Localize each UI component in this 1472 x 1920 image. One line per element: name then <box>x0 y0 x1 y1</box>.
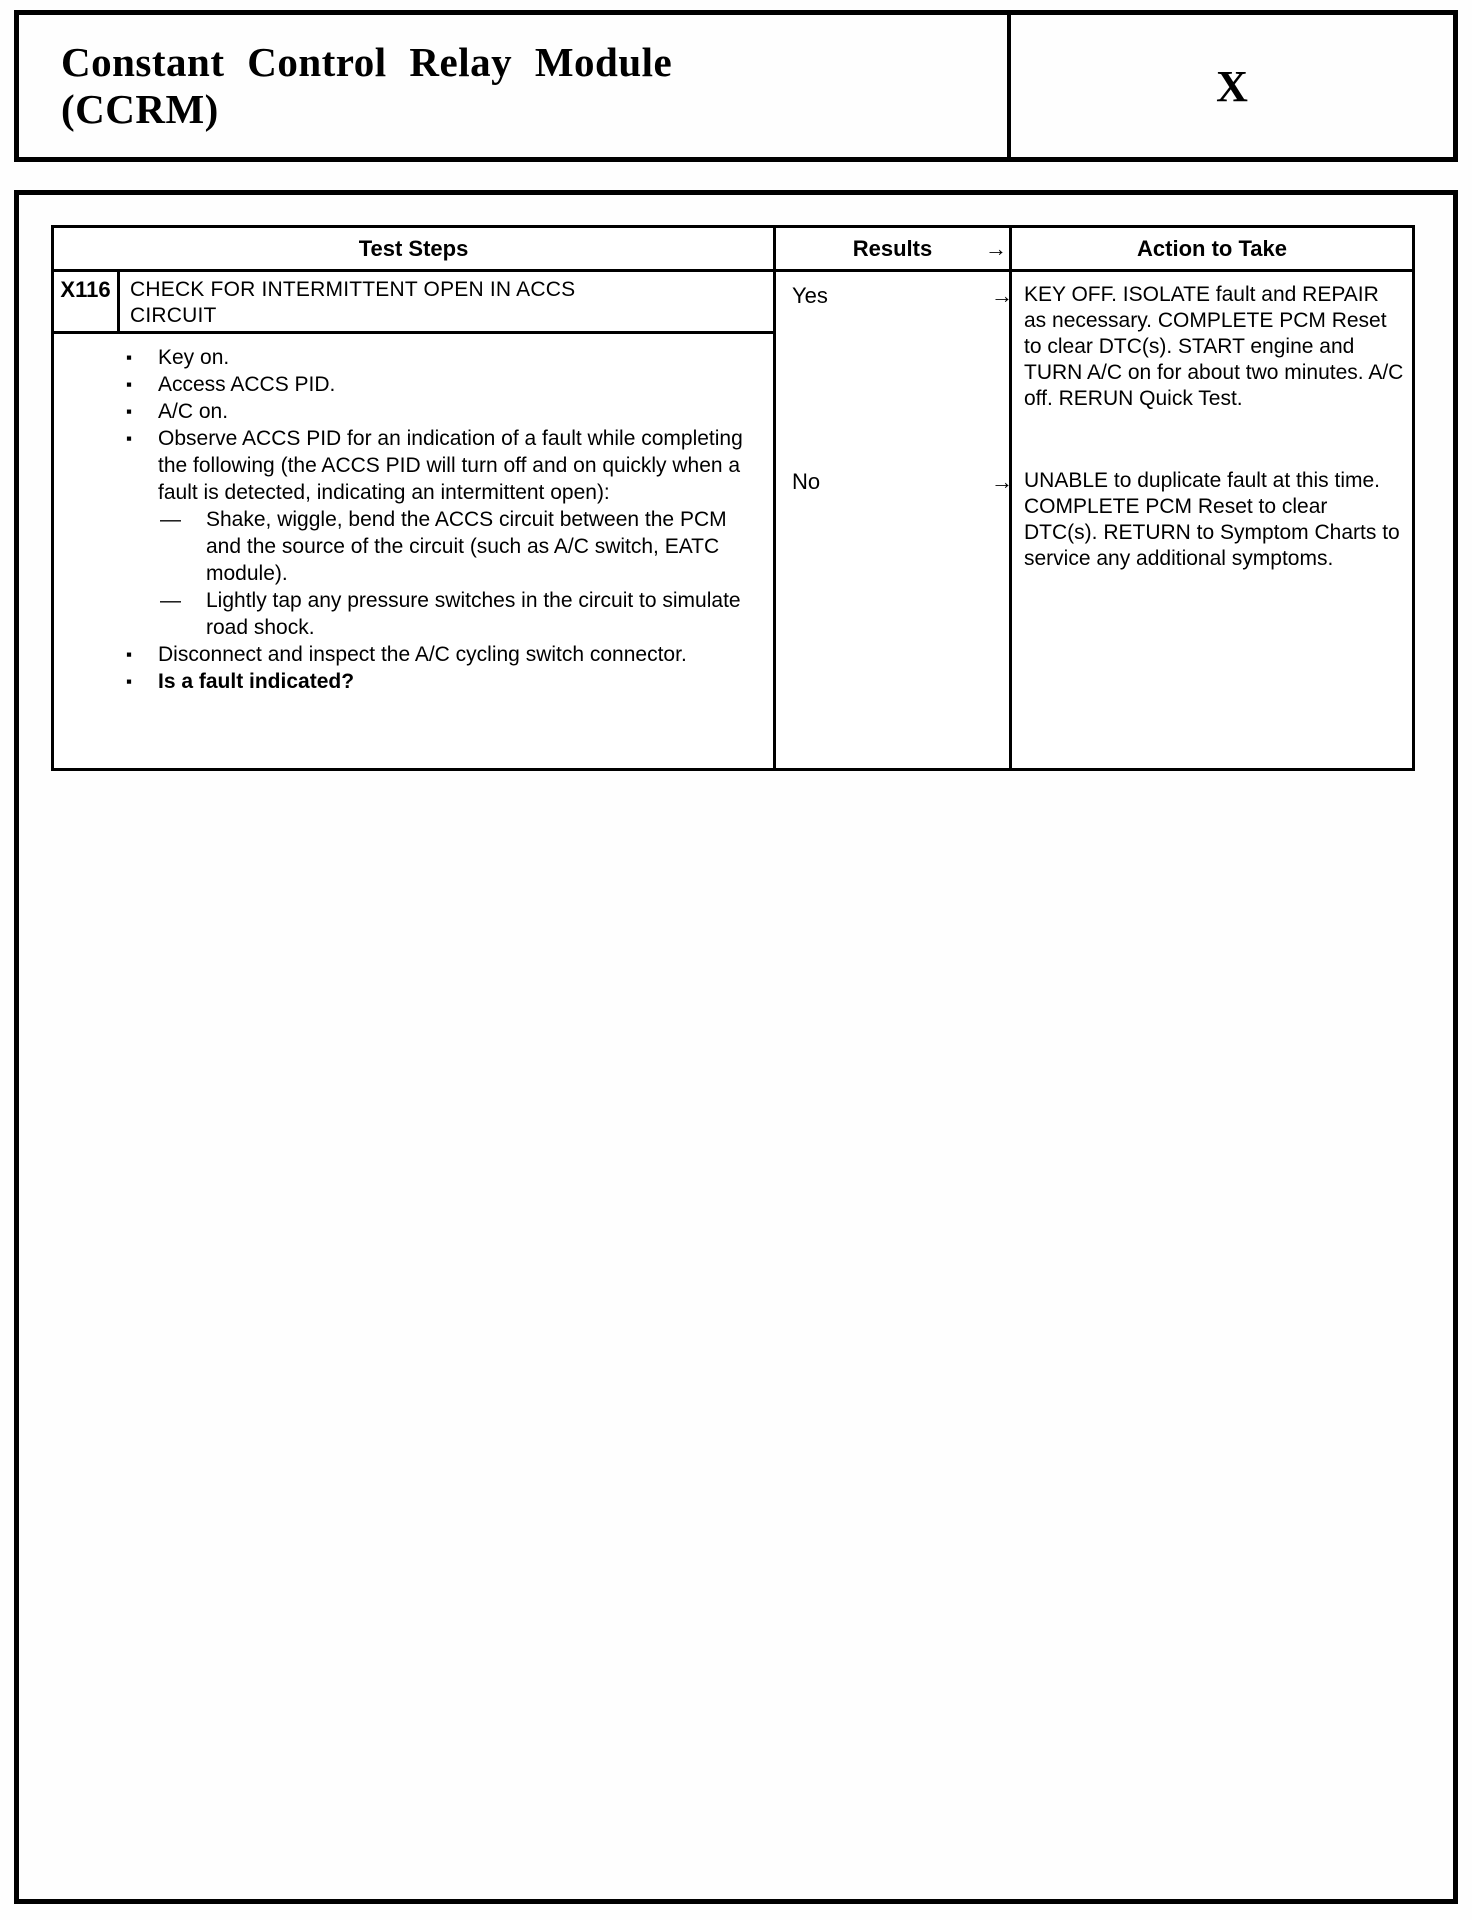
test-step-text: Shake, wiggle, bend the ACCS circuit between the PCM and the source of the circuit (such as A/C switch, EATC module). <box>206 508 727 585</box>
bullet-icon: ▪ <box>126 429 133 448</box>
test-step-subitem <box>160 587 765 641</box>
dash-icon: — <box>160 589 181 612</box>
test-step-text: Is a fault indicated? <box>158 670 355 693</box>
bullet-icon: ▪ <box>126 402 133 421</box>
test-step-item <box>124 425 765 506</box>
step-title <box>120 272 773 331</box>
arrow-right-icon: → <box>991 469 1013 494</box>
test-steps-header: Test Steps <box>54 228 773 272</box>
step-title-row <box>54 272 773 334</box>
content-box <box>14 190 1458 1904</box>
test-step-text: A/C on. <box>158 400 229 423</box>
bullet-icon: ▪ <box>126 375 133 394</box>
result-yes-label: Yes <box>792 283 828 308</box>
test-steps-list <box>54 334 773 695</box>
test-step-text: Access ACCS PID. <box>158 373 336 396</box>
section-code: X <box>1216 61 1248 111</box>
page-title-line1: Constant Control Relay Module <box>61 39 673 85</box>
bullet-icon: ▪ <box>126 672 133 691</box>
action-column <box>1012 228 1412 768</box>
test-steps-column <box>54 228 776 768</box>
dash-icon: — <box>160 508 181 531</box>
step-title-line1: CHECK FOR INTERMITTENT OPEN IN ACCS <box>130 278 576 301</box>
test-step-item <box>124 641 765 668</box>
result-yes <box>776 282 1013 309</box>
document-header <box>14 10 1458 162</box>
pinpoint-test-table <box>51 225 1415 771</box>
action-body <box>1012 272 1412 706</box>
result-no-label: No <box>792 469 821 494</box>
arrow-right-icon: → <box>991 283 1013 308</box>
test-step-question <box>124 668 765 695</box>
bullet-icon: ▪ <box>126 348 133 367</box>
results-column <box>776 228 1012 768</box>
results-header <box>776 228 1009 272</box>
step-title-line2: CIRCUIT <box>130 304 217 327</box>
test-step-item <box>124 398 765 425</box>
arrow-right-icon: → <box>985 236 1007 261</box>
test-steps-body <box>54 334 773 768</box>
test-step-text: Key on. <box>158 346 230 369</box>
action-yes-text: KEY OFF. ISOLATE fault and REPAIR as necessary. COMPLETE PCM Reset to clear DTC(s). START engine and TURN A/C on for about two minutes. A/C off. RERUN Quick Test. <box>1024 283 1404 410</box>
page-title <box>61 39 987 133</box>
bullet-icon: ▪ <box>126 645 133 664</box>
test-step-text: Lightly tap any pressure switches in the circuit to simulate road shock. <box>206 589 741 639</box>
results-body <box>776 272 1013 706</box>
result-no <box>776 468 1013 495</box>
test-step-text: Disconnect and inspect the A/C cycling switch connector. <box>158 643 687 666</box>
page-title-line2: (CCRM) <box>61 86 219 132</box>
section-code-cell <box>1007 15 1453 157</box>
results-header-label: Results <box>852 235 933 261</box>
action-header: Action to Take <box>1012 228 1412 272</box>
test-step-item <box>124 371 765 398</box>
test-step-item <box>124 344 765 371</box>
header-title-cell <box>19 15 1007 157</box>
action-no-text: UNABLE to duplicate fault at this time. COMPLETE PCM Reset to clear DTC(s). RETURN to Symptom Charts to service any additional symptoms. <box>1024 469 1400 570</box>
test-step-text: Observe ACCS PID for an indication of a fault while completing the following (the ACCS PID will turn off and on quickly when a fault is detected, indicating an intermittent open): <box>158 427 743 504</box>
step-id: X116 <box>54 272 120 331</box>
test-step-subitem <box>160 506 765 587</box>
